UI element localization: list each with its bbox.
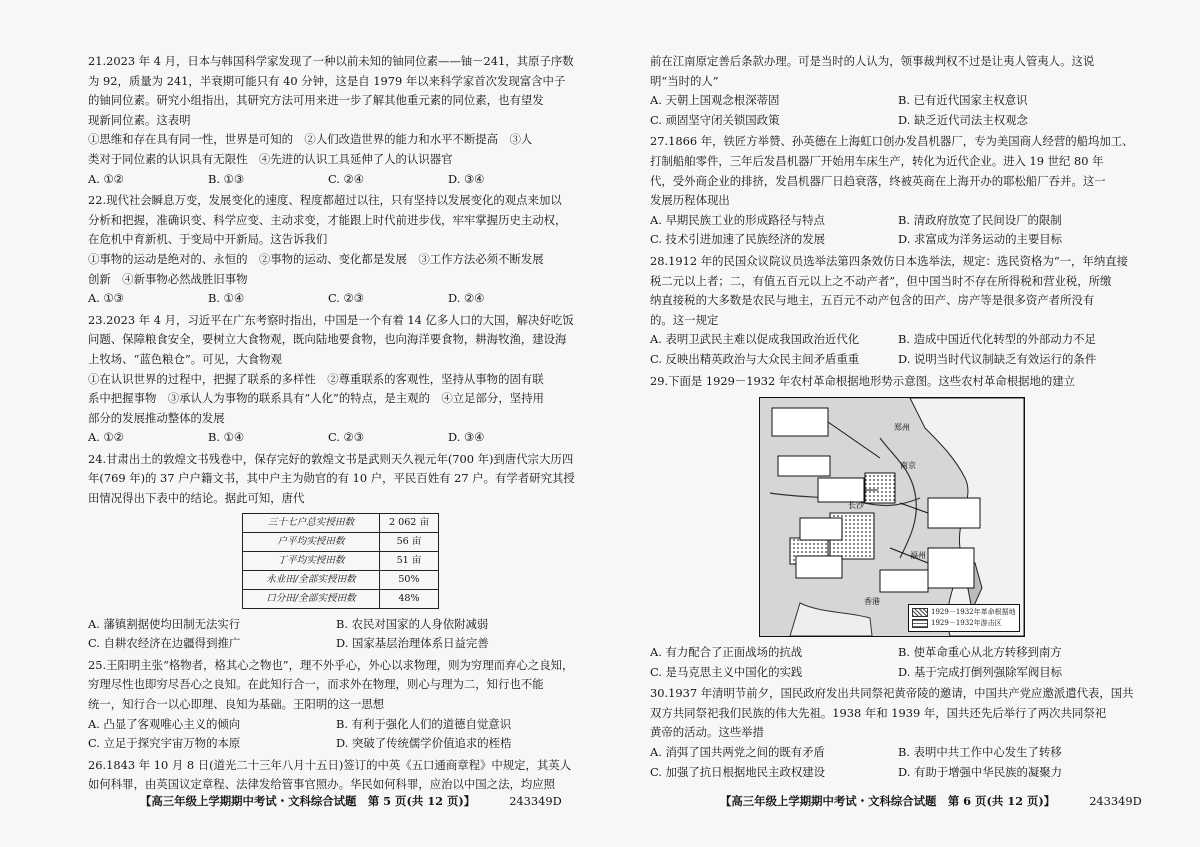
option-b: B. 农民对国家的人身依附减弱 [336,616,489,631]
question-line: 25.王阳明主张“格物者，格其心之物也”，理不外乎心，外心以求物理，则为穷理而弃心之良知， [88,657,574,672]
question-line: 30.1937 年清明节前夕，国民政府发出共同祭祀黄帝陵的邀请，中国共产党应邀派遣代表，国共 [650,686,1134,701]
option-d: D. 说明当时代议制缺乏有效运行的条件 [898,351,1097,366]
question-line: ①思维和存在具有同一性，世界是可知的 ②人们改造世界的能力和水平不断提高 ③人 [88,132,533,147]
question-line: ①事物的运动是绝对的、永恒的 ②事物的运动、变化都是发展 ③工作方法必须不断发展 [88,251,544,266]
option-a: A. 凸显了客观唯心主义的倾向 [88,716,241,731]
option-c: C. 自耕农经济在边疆得到推广 [88,636,241,651]
question-line: 现新同位素。这表明 [88,112,191,127]
question-line: 分析和把握，准确识变、科学应变、主动求变，才能跟上时代前进步伐，牢牢掌握历史主动权， [88,212,567,227]
question-line: 21.2023 年 4 月，日本与韩国科学家发现了一种以前未知的铀同位素——铀－241，其原子序数 [88,54,574,68]
legend-item [912,618,1016,629]
option-c: C. 加强了抗日根据地民主政权建设 [650,764,826,779]
question-line: 统一，知行合一以心即理、良知为基础。王阳明的这一思想 [88,697,385,712]
map-callout [928,548,974,588]
map-callout [818,478,864,502]
table-cell-label: 三十七户总实授田数 [243,513,380,532]
table-cell-label: 口分田/全部实授田数 [243,589,380,608]
map-callout [880,570,928,592]
legend-label: 1929－1932年游击区 [931,619,1002,628]
legend-swatch [912,608,928,617]
question-line: 部分的发展推动整体的发展 [88,410,225,425]
table-cell-value: 2 062 亩 [380,513,439,532]
option-a: A. 表明卫武民主难以促成我国政治近代化 [650,332,860,347]
option-b: B. 表明中共工作中心发生了转移 [898,745,1062,760]
table-cell-value: 56 亩 [380,532,439,551]
city-label: 郑州 [894,423,910,433]
map-legend [908,604,1020,632]
question-line: 创新 ④新事物必然战胜旧事物 [88,271,248,286]
question-line: 27.1866 年，铁匠方举赞、孙英德在上海虹口创办发昌机器厂，专为美国商人经营的船坞加工、 [650,134,1134,149]
question-29 [650,372,1135,683]
option-d: D. 基于完成打倒列强除军阀目标 [898,664,1063,679]
option-b: B. 造成中国近代化转型的外部动力不足 [898,332,1096,347]
legend-item [912,607,1016,618]
legend-swatch [912,619,928,628]
option-a: A. 早期民族工业的形成路径与特点 [650,212,825,227]
question-26-continued [650,52,1135,130]
question-line: 系中把握事物 ③承认人为事物的联系具有“人化”的特点，是主观的 ④立足部分，坚持用 [88,391,544,406]
city-label: 香港 [864,597,880,607]
question-line: 24.甘肃出土的敦煌文书残卷中，保存完好的敦煌文书是武则天久视元年(700 年)到唐代宗大历四 [88,451,574,466]
footer-title: 【高三年级上学期期中考试・文科综合试题 第 6 页(共 12 页)】 [720,794,1056,808]
map-callout [800,518,842,540]
question-line: 23.2023 年 4 月，习近平在广东考察时指出，中国是一个有着 14 亿多人口的大国，解决好吃饭 [88,312,574,327]
city-label: 福州 [910,551,926,561]
map-callout [772,408,828,436]
option-d: D. ③④ [448,171,485,186]
question-line: 的。这一规定 [650,312,719,327]
answer-options [650,211,1135,250]
answer-options [650,330,1135,369]
option-a: A. 天朝上国观念根深蒂固 [650,93,780,108]
option-c: C. 是马克思主义中国化的实践 [650,664,803,679]
city-label: 南京 [900,461,916,471]
right-column [650,52,1135,784]
page-footer [720,792,1142,812]
revolutionary-bases-map [759,397,1025,637]
answer-options [650,743,1135,782]
question-line: 税二元以上者；二，有值五百元以上之不动产者”，但中国当时不存在所得税和营业税，所缴 [650,273,1112,288]
map-callout [928,498,980,528]
question-line: 的铀同位素。研究小组指出，其研究方法可用来进一步了解其他重元素的同位素，也有望发 [88,93,544,108]
question-line: 明“当时的人” [650,73,719,88]
option-b: B. 使革命重心从北方转移到南方 [898,645,1062,660]
answer-options [650,643,1135,682]
question-line: 前在江南原定善后条款办理。可是当时的人认为，领事裁判权不过是让夷人管夷人。这说 [650,54,1095,68]
question-line: 打制船舶零件，三年后发昌机器厂开始用车床生产，转化为近代企业。进入 19 世纪 80 年 [650,153,1104,168]
option-b: B. 有利于强化人们的道德自觉意识 [336,716,512,731]
option-a: A. ①③ [88,291,124,306]
option-c: C. ②③ [328,430,364,445]
option-b: B. 清政府放宽了民间设厂的限制 [898,212,1062,227]
option-d: D. 有助于增强中华民族的凝聚力 [898,764,1063,779]
table-cell-label: 户平均实授田数 [243,532,380,551]
option-a: A. ①② [88,171,124,186]
table-cell-label: 丁平均实授田数 [243,551,380,570]
option-d: D. 缺乏近代司法主权观念 [898,112,1028,127]
footer-code: 243349D [509,794,562,808]
option-d: D. 突破了传统儒学价值追求的桎梏 [336,736,512,751]
option-c: C. 立足于探究宇宙万物的本原 [88,736,241,751]
option-c: C. 反映出精英政治与大众民主间矛盾重重 [650,351,860,366]
question-line: 如何科罪，由英国议定章程、法律发给管事官照办。华民如何科罪，应治以中国之法，均应照 [88,777,556,792]
option-d: D. 国家基层治理体系日益完善 [336,636,489,651]
question-line: ①在认识世界的过程中，把握了联系的多样性 ②尊重联系的客观性，坚持从事物的固有联 [88,371,544,386]
option-b: B. ①④ [208,291,245,306]
question-line: 22.现代社会瞬息万变，发展变化的速度、程度都超过以往，只有坚持以发展变化的观点来加以 [88,193,562,208]
option-d: D. ③④ [448,430,485,445]
option-c: C. ②③ [328,291,364,306]
base-area [865,473,895,503]
question-line: 上牧场、“蓝色粮仓”。可见，大食物观 [88,351,282,366]
map-drawing [760,398,1024,636]
question-line: 穷理尽性也即穷尽吾心之良知。在此知行合一，而求外在物理，则心与理为二，知行也不能 [88,677,544,692]
question-28 [650,252,1135,370]
option-b: B. 已有近代国家主权意识 [898,93,1028,108]
question-line: 田情况得出下表中的结论。据此可知，唐代 [88,491,305,506]
question-line: 纳直接税的大多数是农民与地主，五百元不动产包含的田产、房产等是很多资产者所没有 [650,293,1095,308]
question-line: 类对于同位素的认识具有无限性 ④先进的认识工具延伸了人的认识器官 [88,151,453,166]
answer-options [650,91,1135,130]
table-cell-label: 永业田/全部实授田数 [243,570,380,589]
question-27 [650,132,1135,250]
question-line: 年(769 年)的 37 户户籍文书，其中户主为勋官的有 10 户，平民百姓有 27 户。有学者研究其授 [88,471,575,486]
legend-label: 1929－1932年革命根据地 [931,608,1016,617]
footer-title: 【高三年级上学期期中考试・文科综合试题 第 5 页(共 12 页)】 [140,794,476,808]
question-line: 28.1912 年的民国众议院议员选举法第四条效仿日本选举法，规定：选民资格为“一，年纳直接 [650,253,1129,268]
table-cell-value: 51 亩 [380,551,439,570]
question-line: 26.1843 年 10 月 8 日(道光二十三年八月十五日)签订的中英《五口通商章程》中规定，其英人 [88,757,572,772]
question-line: 代，受外商企业的排挤，发昌机器厂日趋衰落，终被英商在上海开办的耶松船厂吞并。这一 [650,173,1106,188]
option-a: A. 消弭了国共两党之间的既有矛盾 [650,745,825,760]
option-b: B. ①④ [208,430,245,445]
table-cell-value: 48% [380,589,439,608]
option-a: A. 有力配合了正面战场的抗战 [650,645,803,660]
option-c: C. 顽固坚守闭关锁国政策 [650,112,780,127]
option-b: B. ①③ [208,171,245,186]
question-line: 为 92，质量为 241，半衰期可能只有 40 分钟，这是自 1979 年以来科学家首次发现富含中子 [88,73,566,88]
option-a: A. 藩镇割据使均田制无法实行 [88,616,241,631]
table-cell-value: 50% [380,570,439,589]
footer-code: 243349D [1089,794,1142,808]
city-label: 长沙 [848,501,864,511]
option-a: A. ①② [88,430,124,445]
question-line: 问题、保障粮食安全，要树立大食物观，既向陆地要食物，也向海洋要食物，耕海牧渔，建设海 [88,332,567,347]
question-line: 29.下面是 1929－1932 年农村革命根据地形势示意图。这些农村革命根据地的建立 [650,373,1076,388]
question-line: 在危机中育新机、于变局中开新局。这告诉我们 [88,232,328,247]
option-d: D. ②④ [448,291,485,306]
question-line: 黄帝的活动。这些举措 [650,725,764,740]
option-d: D. 求富成为洋务运动的主要目标 [898,232,1063,247]
question-line: 发展历程体现出 [650,193,730,208]
question-line: 双方共同祭祀我们民族的伟大先祖。1938 年和 1939 年，国共还先后举行了两次共同祭祀 [650,705,1107,720]
option-c: C. 技术引进加速了民族经济的发展 [650,232,826,247]
map-callout [778,456,830,476]
question-30 [650,684,1135,782]
map-callout [796,556,842,578]
option-c: C. ②④ [328,171,364,186]
